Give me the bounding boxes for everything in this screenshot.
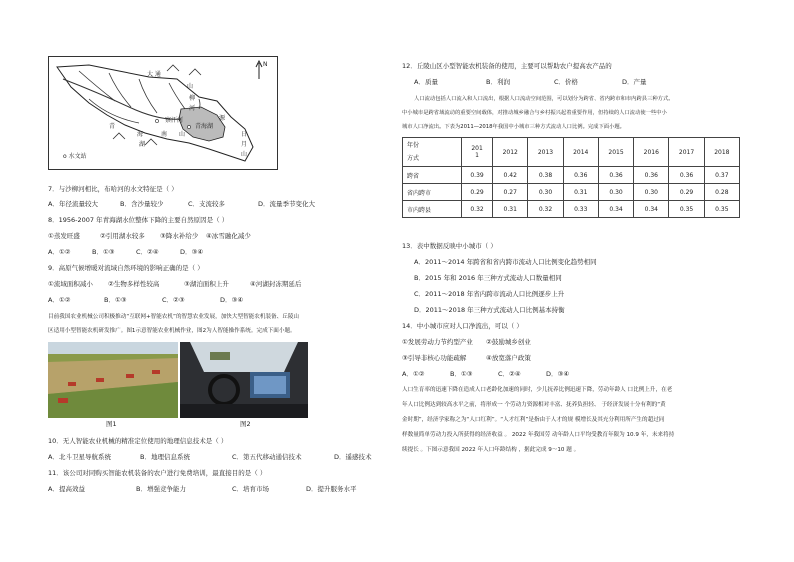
q13-option-b[interactable]: B．2015 年和 2016 年三种方式流动人口数量相同	[414, 274, 562, 282]
passage-line-1: 人口流动包括人口流入和人口流出，根据人口流动空间范围，可以划分为跨省、省内跨市和市内跨县三种方式。	[414, 96, 674, 102]
essay-line-4: 样数量简单劳动力投入所获得的经济收益 。 2022 年我国劳 动年龄人口平均受教育年限为 10.9 年，未来将持	[402, 432, 675, 438]
q11-option-c[interactable]: C．培育市场	[232, 485, 270, 493]
q13-stem: 13．表中数据反映中小城市（ ）	[402, 242, 497, 250]
smart-cockpit-image	[180, 342, 308, 418]
q14-item-4: ④放宽落户政策	[486, 354, 531, 362]
table-year-7: 2018	[704, 138, 739, 167]
q9-option-d[interactable]: D．③④	[220, 296, 244, 304]
q7-option-a[interactable]: A．年径流量较大	[48, 200, 98, 208]
q9-stem: 9．高原气候增暖对流域自然环境的影响正确的是（ ）	[48, 264, 204, 272]
q12-option-a[interactable]: A．质量	[414, 78, 438, 86]
table-cell: 0.29	[462, 184, 493, 201]
q9-option-b[interactable]: B．①③	[104, 296, 127, 304]
table-year-1: 2012	[493, 138, 528, 167]
table-cell: 0.36	[634, 167, 669, 184]
q10-option-d[interactable]: D．遥感技术	[334, 453, 372, 461]
q8-stem: 8．1956-2007 年青海湖水位整体下降的主要自然原因是（ ）	[48, 216, 229, 224]
q14-stem: 14．中小城市应对人口净流出，可以（ ）	[402, 322, 523, 330]
table-year-6: 2017	[669, 138, 704, 167]
q10-stem: 10．无人智能农业机械的精准定位使用的地理信息技术是（ ）	[48, 437, 228, 445]
map-label-qinghaihu: 青海湖	[195, 123, 214, 130]
table-row	[403, 184, 740, 201]
table-cell: 0.32	[462, 201, 493, 218]
q7-option-d[interactable]: D．流量季节变化大	[258, 200, 316, 208]
map-label-hai: 海	[137, 131, 144, 138]
table-cell: 0.39	[462, 167, 493, 184]
q8-option-b[interactable]: B．①③	[92, 248, 115, 256]
q8-option-d[interactable]: D．③④	[180, 248, 204, 256]
q13-option-a[interactable]: A．2011～2014 年跨省和省内跨市流动人口比例变化趋势相同	[414, 258, 597, 266]
table-row-name: 跨省	[403, 167, 462, 184]
table-cell: 0.28	[704, 184, 739, 201]
table-row-name: 省内跨市	[403, 184, 462, 201]
migration-table	[402, 137, 740, 218]
q14-item-1: ①发展劳动力节约型产业	[402, 338, 473, 346]
q11-option-d[interactable]: D．提升服务水平	[306, 485, 357, 493]
map-label-north: N	[263, 61, 268, 68]
q14-option-a[interactable]: A．①②	[402, 370, 425, 378]
q9-item-3: ③湖泊面积上升	[184, 280, 229, 288]
table-cell: 0.33	[563, 201, 598, 218]
map-label-shan1: 山	[187, 83, 194, 90]
map-label-he: 河	[189, 105, 196, 112]
q8-option-a[interactable]: A．①②	[48, 248, 71, 256]
table-year-0: 201 1	[462, 138, 493, 167]
table-cell: 0.30	[634, 184, 669, 201]
map-label-shan3: 山	[241, 151, 248, 158]
table-row-name: 市内跨县	[403, 201, 462, 218]
q14-option-c[interactable]: C．②④	[498, 370, 521, 378]
q10-option-a[interactable]: A．北斗卫星导航系统	[48, 453, 111, 461]
table-cell: 0.31	[563, 184, 598, 201]
map-label-qinghai: 青	[109, 123, 116, 130]
table-row	[403, 167, 740, 184]
figure-2-photo	[180, 342, 308, 418]
table-cell: 0.32	[528, 201, 563, 218]
essay-line-5: 续提长 。下图示意我国 2022 年人口年龄结构 ，据此完成 9～10 题 。	[402, 447, 580, 453]
table-row	[403, 201, 740, 218]
intro-line-1: 目前我国农业机械公司积极推动“互联网+智能农机”的智慧农业发展，加快大型智能农机装备、丘陵山	[48, 314, 300, 320]
q11-stem: 11．该公司对同购买智能农机装备的农户进行免费培训，最直接目的是（ ）	[48, 469, 267, 477]
q8-option-c[interactable]: C．②④	[136, 248, 159, 256]
essay-line-1: 人口生育率的迅速下降在造成人口老龄化加速的同时，少儿抚养比例迅速下降，劳动年龄人 口比例上升，在老	[402, 387, 673, 393]
q12-option-b[interactable]: B．利润	[486, 78, 510, 86]
q13-option-d[interactable]: D．2011～2018 年三种方式流动人口比例基本持衡	[414, 306, 565, 314]
q9-option-a[interactable]: A．①②	[48, 296, 71, 304]
q12-option-d[interactable]: D．产量	[622, 78, 647, 86]
passage-line-2: 中小城市是跨省域流动的重要空间载体，对推动城乡融合与乡村振兴起着重要作用，但持续的人口流动使一些中小	[402, 110, 667, 116]
q10-option-c[interactable]: C．第五代移动通信技术	[232, 453, 302, 461]
table-cell: 0.37	[704, 167, 739, 184]
table-cell: 0.29	[669, 184, 704, 201]
farm-field-image	[48, 342, 178, 418]
q11-option-a[interactable]: A．提高效益	[48, 485, 85, 493]
table-cell: 0.30	[528, 184, 563, 201]
figure-2-caption: 图2	[240, 420, 251, 428]
essay-line-2: 年人口比例达到较高水平之前，将形成一 个劳动力资源相对丰富、抚养负担轻、 于经济发展十分有利的“黄	[402, 402, 666, 408]
figure-1-photo	[48, 342, 178, 418]
q8-item-1: ①蒸发旺盛	[48, 232, 80, 240]
map-label-liu: 柳	[189, 95, 196, 102]
table-cell: 0.38	[528, 167, 563, 184]
q10-option-b[interactable]: B．地理信息系统	[140, 453, 190, 461]
q7-option-b[interactable]: B．含沙量较少	[120, 200, 164, 208]
table-cell: 0.35	[704, 201, 739, 218]
q7-stem: 7．与沙柳河相比，布哈河的水文特征是（ ）	[48, 185, 178, 193]
map-label-chahanhe: 察汗河	[165, 117, 184, 124]
q8-item-4: ④冰雪融化减少	[206, 232, 251, 240]
map-label-shan2: 山	[179, 131, 186, 138]
intro-line-2: 区适用小型智能农机研发推广。图1示意智能农业机械作业，图2为人智能操作系统。完成下面小题。	[48, 328, 296, 334]
q9-item-4: ④河湖封冻期延后	[250, 280, 302, 288]
table-cell: 0.31	[493, 201, 528, 218]
table-header-row	[403, 138, 740, 167]
q11-option-b[interactable]: B．增强竞争能力	[136, 485, 186, 493]
table-year-2: 2013	[528, 138, 563, 167]
table-header-year: 年份	[407, 142, 420, 149]
table-cell: 0.36	[669, 167, 704, 184]
map-label-yuan: 源	[219, 115, 226, 122]
map-label-hu: 湖	[139, 141, 146, 148]
q14-item-2: ②鼓励城乡创业	[486, 338, 531, 346]
table-year-4: 2015	[598, 138, 633, 167]
table-corner-cell	[403, 138, 462, 167]
table-cell: 0.34	[634, 201, 669, 218]
map-label-riyue1: 日	[241, 131, 248, 138]
table-year-5: 2016	[634, 138, 669, 167]
figure-1-caption: 图1	[106, 420, 117, 428]
map-label-riyue2: 月	[241, 141, 248, 148]
table-cell: 0.30	[598, 184, 633, 201]
q7-option-c[interactable]: C．支流较多	[188, 200, 226, 208]
q12-stem: 12．丘陵山区小型智能农机装备的使用，主要可以帮助农户提高农产品的	[402, 62, 612, 70]
q12-option-c[interactable]: C．价格	[554, 78, 579, 86]
table-cell: 0.34	[598, 201, 633, 218]
q8-item-2: ②引用湖水较多	[100, 232, 145, 240]
essay-line-3: 金时期”，经济学家称之为“人口红利”。“人才红利”是指由于人才的规 模增长及其充分利用所产生的超过同	[402, 417, 665, 423]
qinghai-lake-map	[48, 56, 278, 170]
q14-item-3: ③引导非核心功能疏解	[402, 354, 467, 362]
q9-option-c[interactable]: C．②③	[162, 296, 185, 304]
table-cell: 0.42	[493, 167, 528, 184]
q14-option-b[interactable]: B．①③	[450, 370, 473, 378]
q8-item-3: ③降水补给少	[160, 232, 199, 240]
q14-option-d[interactable]: D．③④	[546, 370, 570, 378]
passage-line-3: 城市人口净流出。下表为2011—2018年我国中小城市三种方式流动人口比例。完成下面小题。	[402, 124, 625, 130]
table-year-3: 2014	[563, 138, 598, 167]
q9-item-2: ②生物多样性较高	[108, 280, 160, 288]
q13-option-c[interactable]: C．2011～2018 年省内跨市流动人口比例逐步上升	[414, 290, 565, 298]
map-legend-station: o 水文站	[63, 153, 87, 160]
table-cell: 0.35	[669, 201, 704, 218]
table-cell: 0.27	[493, 184, 528, 201]
table-cell: 0.36	[563, 167, 598, 184]
table-header-mode: 方式	[407, 155, 420, 162]
q9-item-1: ①流域面积减小	[48, 280, 93, 288]
map-label-datong: 大 通	[147, 71, 161, 78]
map-label-nan: 南	[161, 131, 168, 138]
table-cell: 0.36	[598, 167, 633, 184]
